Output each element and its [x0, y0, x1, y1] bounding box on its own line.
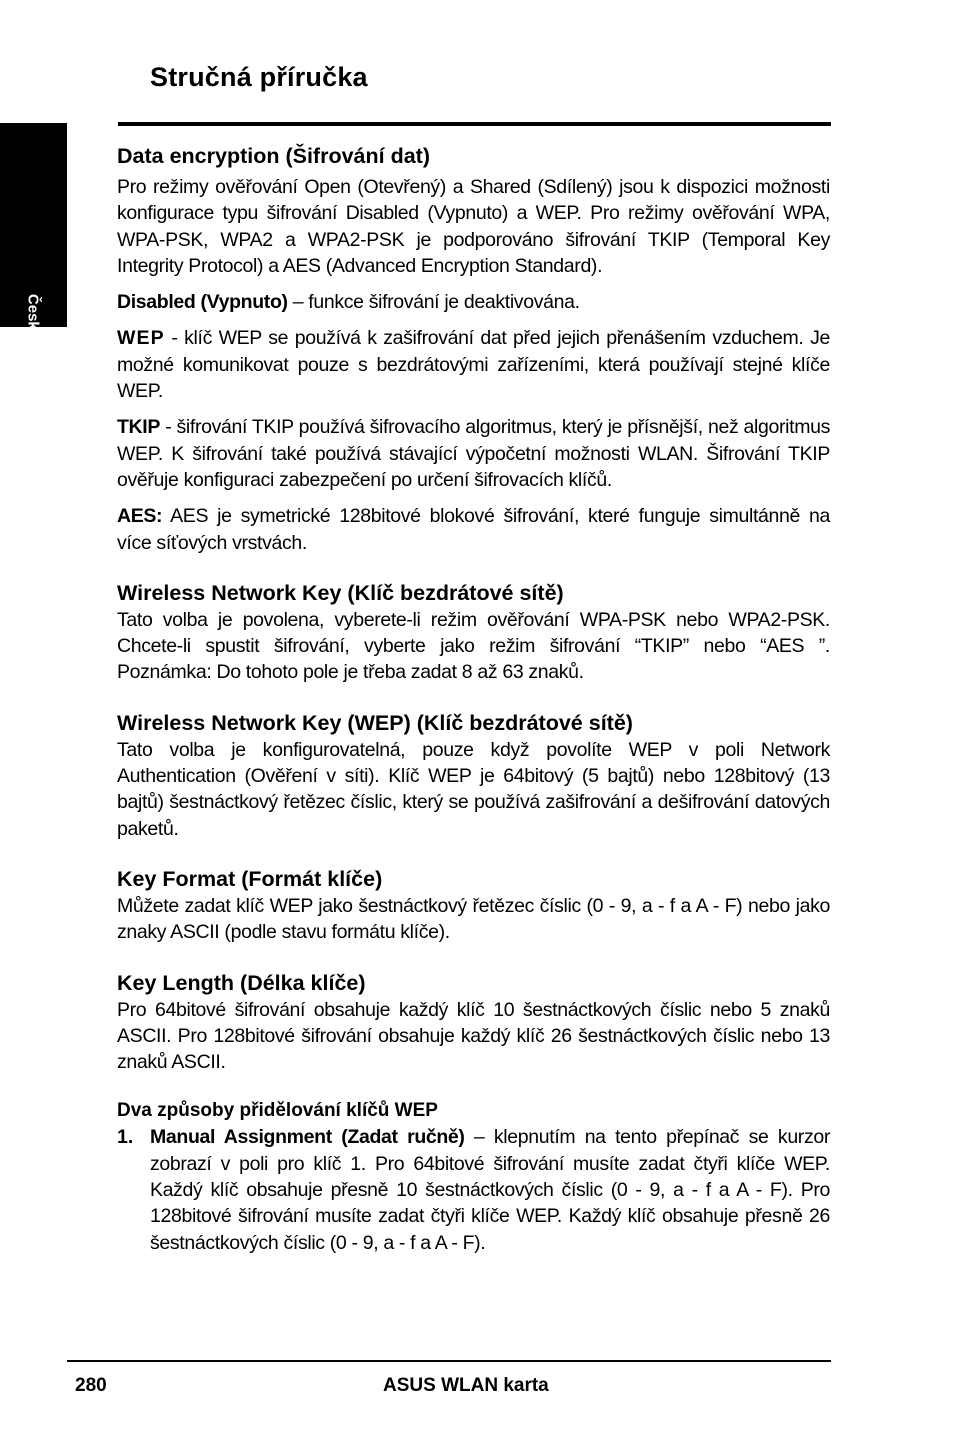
network-key-text: Tato volba je povolena, vyberete-li režim ověřování WPA-PSK nebo WPA2-PSK. Chcete-li spustit šifrování, vyberte jako režim šifrování “TKIP” nebo “AES ”. Poznámka: Do tohoto pole je třeba zadat 8 až 63 znaků.: [117, 608, 830, 684]
page-title: Stručná příručka: [150, 62, 368, 92]
section-heading-key-format: Key Format (Formát klíče): [117, 866, 383, 891]
disabled-description: – funkce šifrování je deaktivována.: [287, 291, 580, 314]
top-divider: [118, 122, 831, 126]
term-disabled: Disabled (Vypnuto): [117, 291, 288, 314]
term-wep: WEP: [117, 327, 165, 350]
manual-assignment-description: – klepnutím na tento přepínač se kurzor zobrazí v poli pro klíč 1. Pro 64bitové šifrování musíte zadat čtyři klíče WEP. Každý klíč obsahuje přesně 10 šestnáctkových číslic (0 - 9, a - f a A - F). Pro 128bitové šifrování musíte zadat čtyři klíče WEP. Každý klíč obsahuje přesně 26 šestnáctkových číslic (0 - 9, a - f a A - F).: [150, 1126, 830, 1254]
key-length-text: Pro 64bitové šifrování obsahuje každý klíč 10 šestnáctkových číslic nebo 5 znaků ASCII. Pro 128bitové šifrování obsahuje každý klíč 26 šestnáctkových číslic nebo 13 znaků ASCII.: [117, 998, 830, 1074]
key-format-text: Můžete zadat klíč WEP jako šestnáctkový řetězec číslic (0 - 9, a - f a A - F) nebo jako znaky ASCII (podle stavu formátu klíče).: [117, 894, 830, 944]
list-item-text: [150, 1124, 830, 1255]
term-tkip: TKIP: [117, 416, 161, 439]
language-tab-label: Česky: [24, 293, 42, 339]
encryption-aes-paragraph: [117, 503, 830, 556]
encryption-tkip-paragraph: [117, 414, 830, 493]
network-key-wep-text: Tato volba je konfigurovatelná, pouze když povolíte WEP v poli Network Authentication (Ověření v síti). Klíč WEP je 64bitový (5 bajtů) nebo 128bitový (13 bajtů) šestnáctkový řetězec číslic, který se používá zašifrování a dešifrování datových paketů.: [117, 738, 830, 840]
section-heading-network-key: Wireless Network Key (Klíč bezdrátové sítě): [117, 580, 564, 605]
term-aes: AES:: [117, 505, 163, 528]
section-heading-wep-assignment: Dva způsoby přidělování klíčů WEP: [117, 1100, 438, 1122]
term-manual-assignment: Manual Assignment (Zadat ručně): [150, 1126, 465, 1149]
aes-description: AES je symetrické 128bitové blokové šifrování, které funguje simultánně na více síťových vrstvách.: [117, 505, 830, 554]
language-tab: [0, 123, 67, 339]
page-content: [117, 142, 830, 1256]
tkip-description: - šifrování TKIP používá šifrovacího algoritmus, který je přísnější, než algoritmus WEP. K šifrování také používá stávající výpočetní možnosti WLAN. Šifrování TKIP ověřuje konfiguraci zabezpečení po určení šifrovacích klíčů.: [117, 416, 830, 491]
list-item: [117, 1124, 830, 1255]
list-item-number: 1.: [117, 1126, 134, 1149]
section-heading-key-length: Key Length (Délka klíče): [117, 970, 366, 995]
page-number: 280: [75, 1375, 107, 1396]
encryption-wep-paragraph: [117, 325, 830, 404]
encryption-disabled-paragraph: [117, 289, 830, 315]
encryption-intro: Pro režimy ověřování Open (Otevřený) a Shared (Sdílený) jsou k dispozici možnosti konfigurace typu šifrování Disabled (Vypnuto) a WEP. Pro režimy ověřování WPA, WPA-PSK, WPA2 a WPA2-PSK je podporováno šifrování TKIP (Temporal Key Integrity Protocol) a AES (Advanced Encryption Standard).: [117, 176, 830, 277]
footer-title: ASUS WLAN karta: [383, 1375, 549, 1396]
footer-divider: [67, 1360, 831, 1362]
section-heading-network-key-wep: Wireless Network Key (WEP) (Klíč bezdrátové sítě): [117, 710, 633, 735]
wep-description: - klíč WEP se používá k zašifrování dat před jejich přenášením vzduchem. Je možné komunikovat pouze s bezdrátovými zařízeními, která používají stejné klíče WEP.: [117, 327, 830, 403]
section-heading-encryption: Data encryption (Šifrování dat): [117, 144, 430, 168]
